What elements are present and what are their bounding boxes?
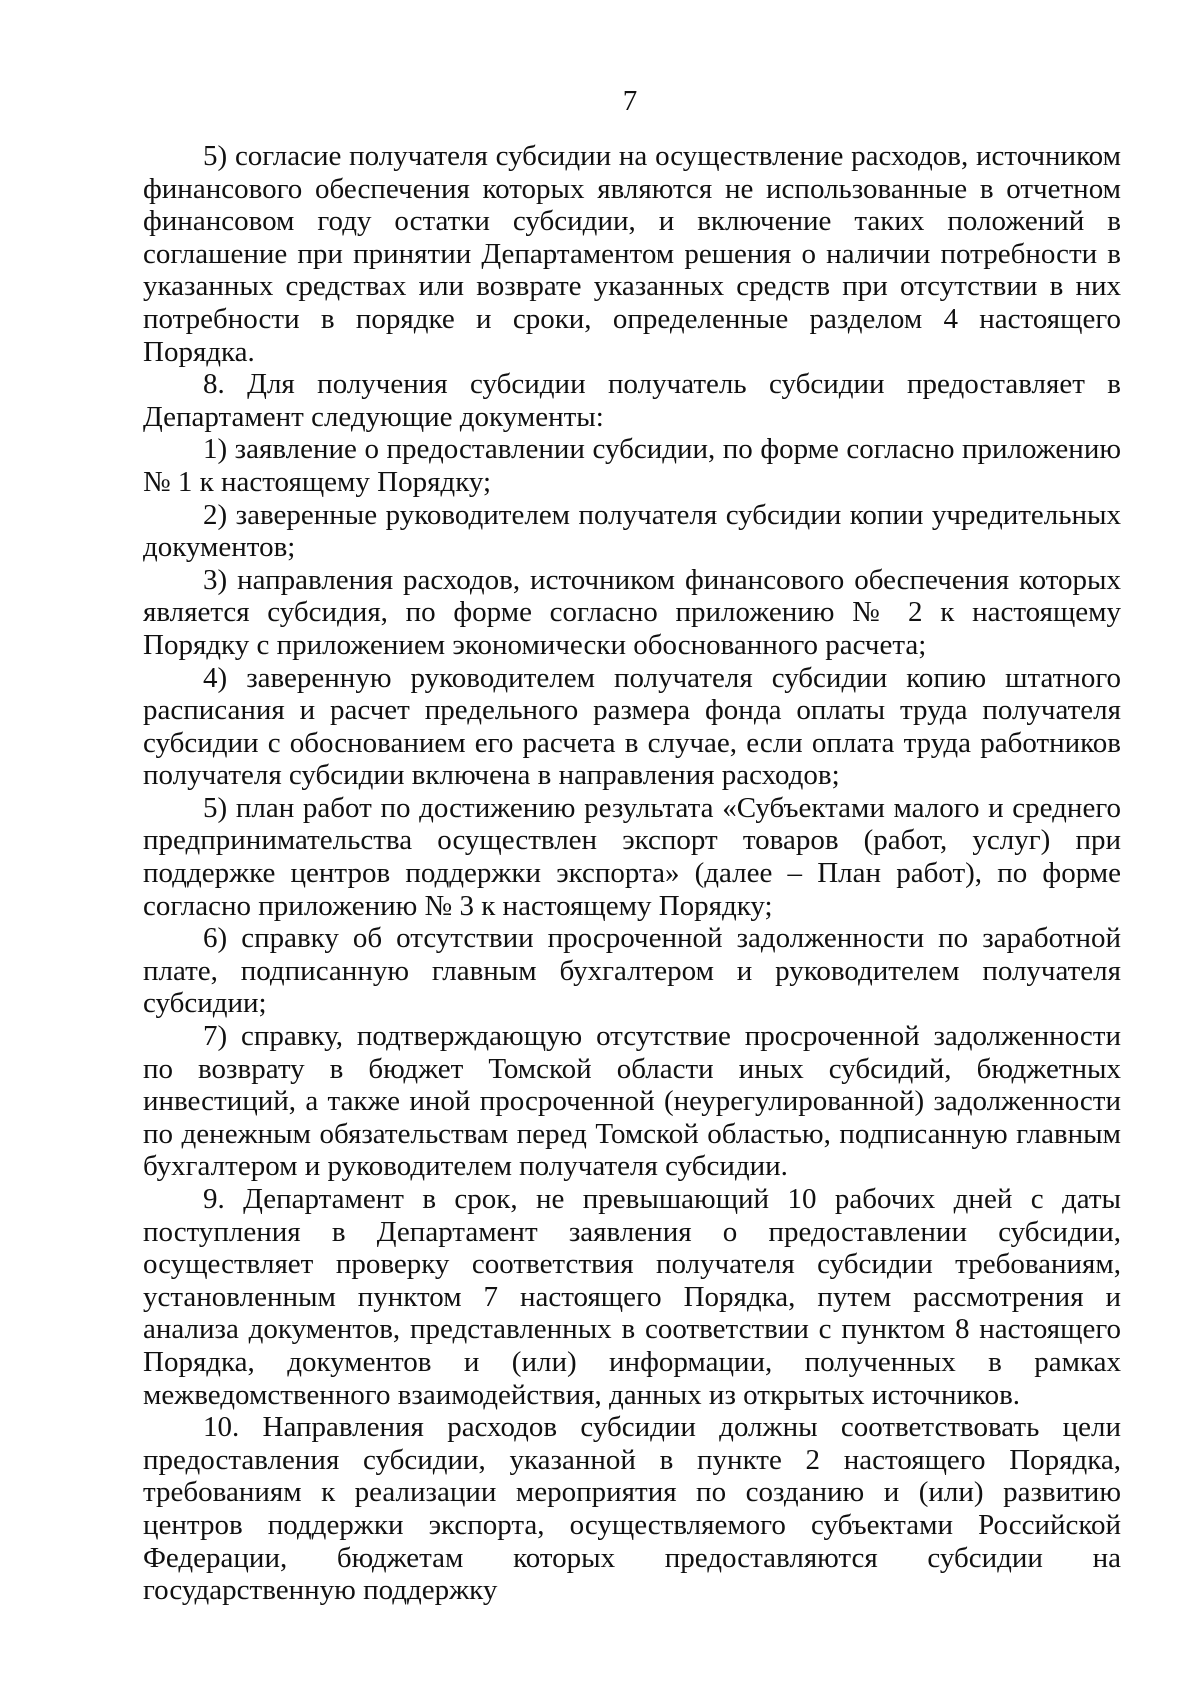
page-number: 7 [622,85,638,117]
paragraph-item-3-expense-directions: 3) направления расходов, источником финансового обеспечения которых является субсидия, по форме согласно приложению № 2 к настоящему Порядку с приложением экономически обоснованного расчета; [143,563,1121,661]
document-body [143,140,1121,1607]
paragraph-clause-9: 9. Департамент в срок, не превышающий 10 рабочих дней с даты поступления в Департамент заявления о предоставлении субсидии, осуществляет проверку соответствия получателя субсидии требованиям, установленным пунктом 7 настоящего Порядка, путем рассмотрения и анализа документов, представленных в соответствии с пунктом 8 настоящего Порядка, документов и (или) информации, полученных в рамках межведомственного взаимодействия, данных из открытых источников. [143,1183,1121,1411]
paragraph-clause-10: 10. Направления расходов субсидии должны соответствовать цели предоставления субсидии, указанной в пункте 2 настоящего Порядка, требованиям к реализации мероприятия по созданию и (или) развитию центров поддержки экспорта, осуществляемого субъектами Российской Федерации, бюджетам которых предоставляются субсидии на государственную поддержку [143,1411,1121,1607]
paragraph-item-2-founding-docs: 2) заверенные руководителем получателя субсидии копии учредительных документов; [143,498,1121,564]
paragraph-item-5-work-plan: 5) план работ по достижению результата «Субъектами малого и среднего предпринимательства осуществлен экспорт товаров (работ, услуг) при поддержке центров поддержки экспорта» (далее – План работ), по форме согласно приложению № 3 к настоящему Порядку; [143,791,1121,922]
paragraph-item-7-budget-debt: 7) справку, подтверждающую отсутствие просроченной задолженности по возврату в бюджет Томской области иных субсидий, бюджетных инвестиций, а также иной просроченной (неурегулированной) задолженности по денежным обязательствам перед Томской областью, подписанную главным бухгалтером и руководителем получателя субсидии. [143,1020,1121,1183]
paragraph-clause-8: 8. Для получения субсидии получатель субсидии предоставляет в Департамент следующие документы: [143,368,1121,433]
paragraph-item-1-application: 1) заявление о предоставлении субсидии, по форме согласно приложению № 1 к настоящему Порядку; [143,433,1121,498]
paragraph-item-6-salary-debt: 6) справку об отсутствии просроченной задолженности по заработной плате, подписанную главным бухгалтером и руководителем получателя субсидии; [143,922,1121,1020]
paragraph-item-4-staff-schedule: 4) заверенную руководителем получателя субсидии копию штатного расписания и расчет предельного размера фонда оплаты труда получателя субсидии с обоснованием его расчета в случае, если оплата труда работников получателя субсидии включена в направления расходов; [143,661,1121,792]
paragraph-item-5-consent: 5) согласие получателя субсидии на осуществление расходов, источником финансового обеспечения которых являются не использованные в отчетном финансовом году остатки субсидии, и включение таких положений в соглашение при принятии Департаментом решения о наличии потребности в указанных средствах или возврате указанных средств при отсутствии в них потребности в порядке и сроки, определенные разделом 4 настоящего Порядка. [143,140,1121,368]
